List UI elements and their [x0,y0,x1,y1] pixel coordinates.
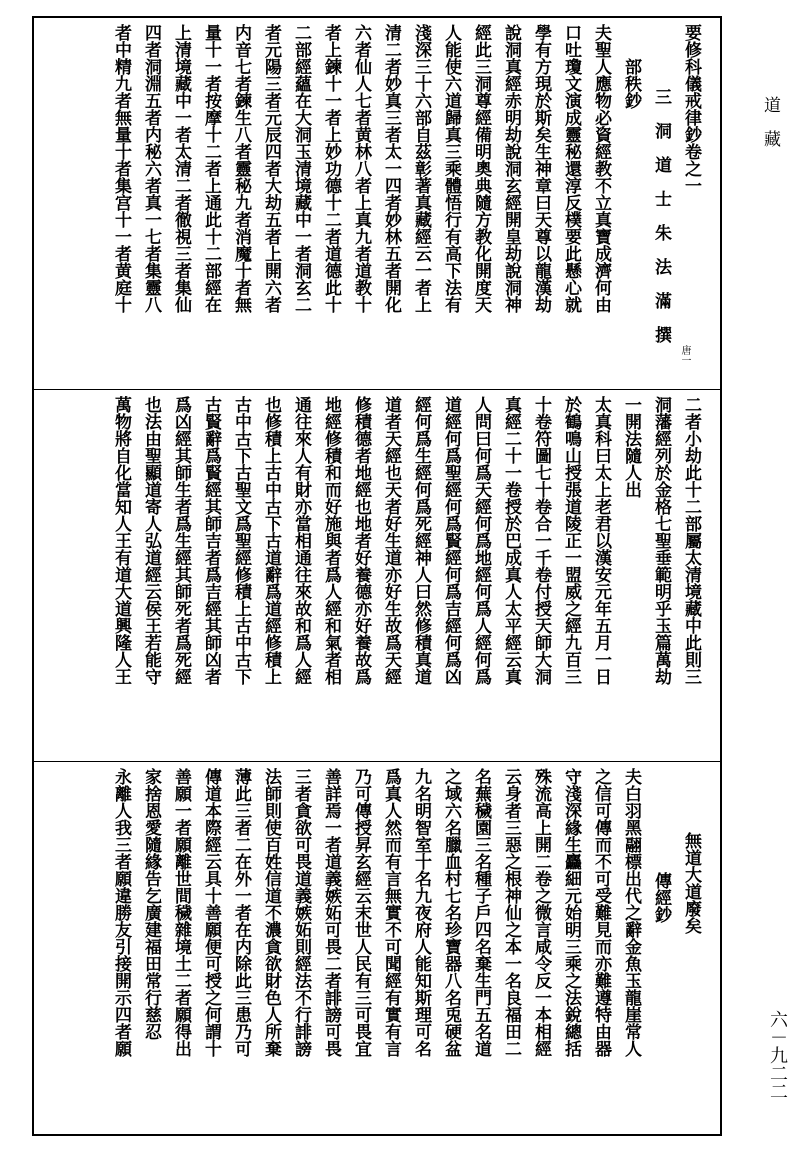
text-column: 二部經蘊在大洞玉清境藏中一者洞玄二 [291,24,311,313]
text-column: 上清境藏中一者太清二者徹視三者集仙 [171,24,191,313]
text-column: 於鶴鳴山授張道陵正一盟威之經九百三 [561,396,581,685]
text-column: 洞藩經列於金格七聖垂範明乎玉篇萬劫 [651,396,671,685]
text-column: 古賢辭爲賢經其師吉者爲吉經其師凶者 [201,396,221,685]
text-column: 家捨恩愛隨緣告乞廣建福田常行慈忍 [141,768,161,1040]
text-panel-top [34,18,720,390]
text-column: 殊流高上開二卷之微言咸令反一本相經 [531,768,551,1057]
text-column: 法師則使百姓信道不濃貪欲財色人所棄 [261,768,281,1057]
text-column: 守淺深緣生麤細元始明三乘之法銳總括 [561,768,581,1057]
text-column: 說洞真經赤明劫說洞玄經開皇劫說洞神 [501,24,521,313]
text-column: 者元陽三者元辰四者大劫五者上開六者 [261,24,281,313]
text-column: 永離人我三者願違勝友引接開示四者願 [111,768,131,1057]
text-column: 部秩鈔 [621,58,641,109]
text-column: 九名明智室十名九夜府人能知斯理可名 [411,768,431,1057]
text-column: 口吐瓊文演成靈秘還淳反樸要此懸心就 [561,24,581,313]
text-column: 經何爲生經何爲死經神人曰然修積真道 [411,396,431,685]
text-column: 地經修積和而好施與者爲人經和氣者相 [321,396,341,685]
text-column: 爲凶經其師生者爲生經其師死者爲死經 [171,396,191,685]
text-column: 乃可傳授昇玄經云末世人民有三可畏宜 [351,768,371,1057]
text-column: 十卷符圖七十卷合一千卷付授天師大洞 [531,396,551,685]
text-column: 一開法隨人出 [621,396,641,498]
text-column: 傳道本際經云具十善願便可授之何謂十 [201,768,221,1057]
text-column: 學有方現於斯矣生神章曰天尊以龍漢劫 [531,24,551,313]
text-panel-middle [34,390,720,762]
text-column: 三 洞 道 士 朱 法 滿 撰 [651,88,671,343]
text-column: 真經二十一卷授於巴成真人太平經云真 [501,396,521,685]
text-column: 萬物將自化當知人王有道大道興隆人王 [111,396,131,685]
text-column: 道經何爲聖經何爲賢經何爲吉經何爲凶 [441,396,461,685]
text-column: 六者仙人七者黄林八者上真九者道教十 [351,24,371,313]
text-column: 三者貪欲可畏道義嫉妬則經法不行誹謗 [291,768,311,1057]
text-column: 善願一者願離世間穢雜境土二者願得出 [171,768,191,1057]
text-column: 四者洞淵五者内秘六者真一七者集靈八 [141,24,161,313]
text-column: 者中精九者無量十者集宫十一者黄庭十 [111,24,131,313]
text-column: 無道大道廢矣 [681,832,701,934]
page-frame [32,16,722,1136]
text-column: 也法由聖顯道寄人弘道經云侯王若能守 [141,396,161,685]
text-column: 要修科儀戒律鈔卷之一 [681,24,701,194]
text-column: 淺深三十六部自茲彰著真藏經云一者上 [411,24,431,313]
text-column: 清二者妙真三者太一四者妙林五者開化 [381,24,401,313]
text-column: 名蕪穢園三名種子戶四名棄生門五名道 [471,768,491,1057]
text-column: 修積德者地經也地者好養德亦好養故爲 [351,396,371,685]
text-column: 量十一者按摩十二者上通此十二部經在 [201,24,221,313]
text-column: 薄此三者二在外一者在内除此三患乃可 [231,768,251,1057]
text-column: 人問曰何爲天經何爲地經何爲人經何爲 [471,396,491,685]
text-column: 古中古下古聖文爲聖經修積上古中古下 [231,396,251,685]
text-column: 之信可傳而不可受難見而亦難遵特由器 [591,768,611,1057]
text-column: 太真科曰太上老君以漢安元年五月一日 [591,396,611,685]
text-column: 傳經鈔 [651,872,671,923]
text-column: 二者小劫此十二部屬太清境藏中此則三 [681,396,701,685]
text-panel-bottom [34,762,720,1134]
text-column: 爲真人然而有言無實不可聞經有實有言 [381,768,401,1057]
text-column: 夫白羽黑翮標出代之辭金魚玉龍崖常人 [621,768,641,1057]
text-column: 通往來人有財亦當相通往來故和爲人經 [291,396,311,685]
text-column: 云身者三惡之根神仙之本一名良福田二 [501,768,521,1057]
text-column: 人能使六道歸真三乘體悟行有高下法有 [441,24,461,313]
text-column: 善詳焉一者道義嫉妬可畏二者誹謗可畏 [321,768,341,1057]
collection-label: 道 藏 [760,96,780,147]
page-number: 六－九二二 [767,1010,788,1100]
leaf-mark-1: 唐一 [679,345,690,365]
text-column: 内音七者鍊生八者靈秘九者消魔十者無 [231,24,251,313]
text-column: 之域六名臘血村七名珍寶器八名兎硬盆 [441,768,461,1057]
text-column: 夫聖人應物必資經教不立真寶成濟何由 [591,24,611,313]
text-column: 道者天經也天者好生道亦好生故爲天經 [381,396,401,685]
text-column: 經此三洞尊經備明奧典隨方教化開度天 [471,24,491,313]
text-column: 也修積上古中古下古道辭爲道經修積上 [261,396,281,685]
text-column: 者上鍊十一者上妙功德十二者道德此十 [321,24,341,313]
